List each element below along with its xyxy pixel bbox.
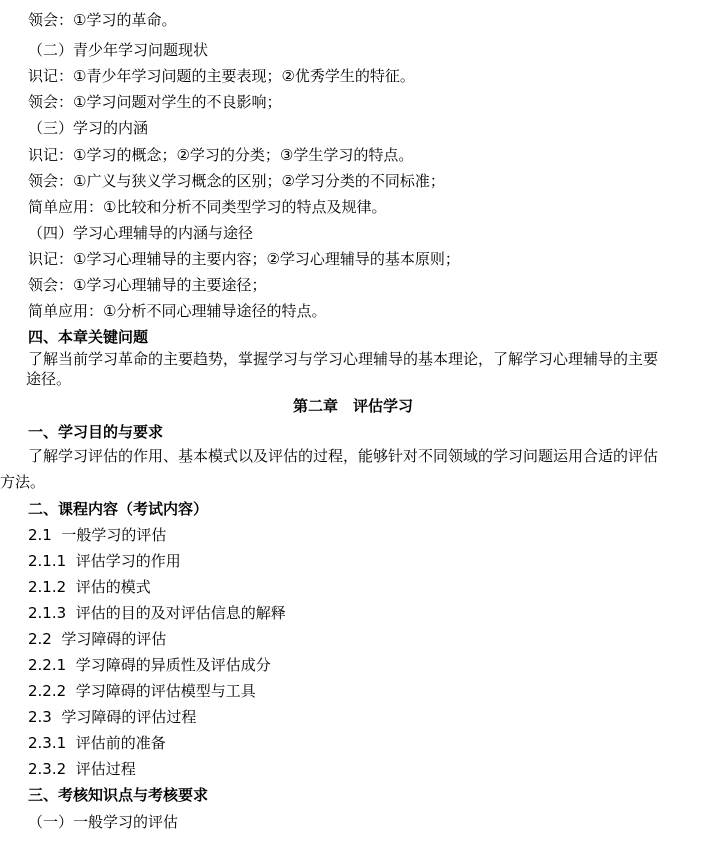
text-line: 领会：①学习的革命。	[28, 11, 177, 29]
text-line: 领会：①广义与狭义学习概念的区别；②学习分类的不同标准；	[28, 172, 445, 190]
text-line: 识记：①学习的概念；②学习的分类；③学生学习的特点。	[28, 146, 414, 164]
paragraph-line: 了解学习评估的作用、基本模式以及评估的过程，能够针对不同领域的学习问题运用合适的评估	[28, 447, 659, 465]
text-line: 简单应用：①比较和分析不同类型学习的特点及规律。	[28, 198, 387, 216]
chapter-title: 第二章 评估学习	[292, 397, 413, 415]
text-line: 识记：①学习心理辅导的主要内容；②学习心理辅导的基本原则；	[28, 250, 460, 268]
section-heading: （一）一般学习的评估	[28, 813, 179, 831]
section-heading: 二、课程内容（考试内容）	[28, 500, 209, 518]
paragraph-line: 了解当前学习革命的主要趋势，掌握学习与学习心理辅导的基本理论，了解学习心理辅导的主要	[28, 350, 659, 368]
section-heading: 三、考核知识点与考核要求	[28, 786, 209, 804]
outline-item: 2.3.2 评估过程	[28, 760, 136, 778]
outline-item: 2.1.2 评估的模式	[28, 578, 151, 596]
text-line: 领会：①学习心理辅导的主要途径；	[28, 276, 267, 294]
outline-item: 2.2 学习障碍的评估	[28, 630, 167, 648]
outline-item: 2.1 一般学习的评估	[28, 526, 167, 544]
outline-item: 2.2.1 学习障碍的异质性及评估成分	[28, 656, 271, 674]
section-heading: （三）学习的内涵	[28, 119, 149, 137]
text-line: 简单应用：①分析不同心理辅导途径的特点。	[28, 302, 327, 320]
text-line: 识记：①青少年学习问题的主要表现；②优秀学生的特征。	[28, 67, 415, 85]
text-line: 领会：①学习问题对学生的不良影响；	[28, 93, 282, 111]
section-heading: （四）学习心理辅导的内涵与途径	[28, 224, 254, 242]
outline-item: 2.2.2 学习障碍的评估模型与工具	[28, 682, 256, 700]
paragraph-line: 途径。	[26, 370, 72, 388]
outline-item: 2.3 学习障碍的评估过程	[28, 708, 197, 726]
outline-item: 2.3.1 评估前的准备	[28, 734, 166, 752]
paragraph-line: 方法。	[0, 473, 46, 491]
section-heading: （二）青少年学习问题现状	[28, 41, 209, 59]
outline-item: 2.1.3 评估的目的及对评估信息的解释	[28, 604, 286, 622]
section-heading: 四、本章关键问题	[28, 328, 149, 346]
outline-item: 2.1.1 评估学习的作用	[28, 552, 181, 570]
section-heading: 一、学习目的与要求	[28, 423, 164, 441]
